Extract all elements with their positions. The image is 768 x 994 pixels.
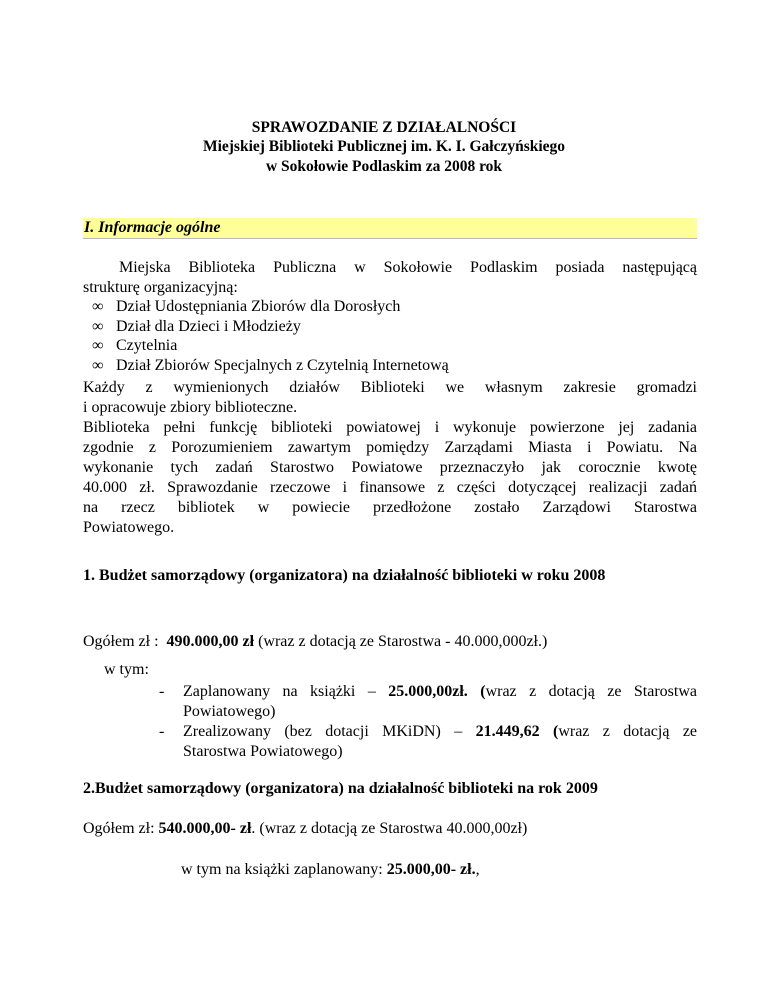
collections-paragraph-line2: i opracowuje zbiory biblioteczne. <box>83 399 298 416</box>
budget-2009-heading: 2.Budżet samorządowy (organizatora) na działalność biblioteki na rok 2009 <box>83 780 598 797</box>
county-paragraph-line: wykonanie tych zadań Starostwo Powiatowe przeznaczyło jak corocznie kwotę <box>83 459 697 476</box>
budget-2009-total: Ogółem zł: 540.000,00- zł. (wraz z dotacją ze Starostwa 40.000,00zł) <box>83 820 528 837</box>
list-item: ∞ Dział Udostępniania Zbiorów dla Dorosłych <box>92 298 401 315</box>
infinity-bullet-icon: ∞ <box>92 337 104 354</box>
section-heading-general-info <box>83 218 697 239</box>
collections-paragraph-line1: Każdy z wymienionych działów Biblioteki we własnym zakresie gromadzi <box>83 379 697 396</box>
budget-2008-wtym: w tym: <box>104 661 149 678</box>
budget-2009-total-value: 540.000,00- zł <box>158 820 252 837</box>
report-subtitle-library: Miejskiej Biblioteki Publicznej im. K. I. Gałczyńskiego <box>202 138 566 155</box>
report-subtitle-place-year: w Sokołowie Podlaskim za 2008 rok <box>265 158 503 175</box>
infinity-bullet-icon: ∞ <box>92 356 104 374</box>
budget-2008-item-realized: - Zrealizowany (bez dotacji MKiDN) – 21.449,62 (wraz z dotacją ze Starostwa Powiatowego) <box>159 723 698 760</box>
list-item: ∞ Dział dla Dzieci i Młodzieży <box>92 317 301 335</box>
budget-2008-total-value: 490.000,00 zł <box>166 633 255 650</box>
report-title: SPRAWOZDANIE Z DZIAŁALNOŚCI <box>251 119 517 136</box>
list-item: ∞ Dział Zbiorów Specjalnych z Czytelnią Internetową <box>92 356 449 374</box>
intro-paragraph-line2: strukturę organizacyjną: <box>83 279 238 296</box>
budget-2008-total: Ogółem zł : 490.000,00 zł (wraz z dotacją ze Starostwa - 40.000,000zł.) <box>83 633 548 650</box>
county-paragraph-line: zgodnie z Porozumieniem zawartym pomiędzy Zarządami Miasta i Powiatu. Na <box>83 439 697 456</box>
budget-2009-books-value: 25.000,00- zł. <box>386 861 476 878</box>
county-paragraph-line: 40.000 zł. Sprawozdanie rzeczowe i finansowe z części dotyczącej realizacji zadań <box>83 479 697 496</box>
section-heading-text: I. Informacje ogólne <box>84 219 221 236</box>
county-paragraph-line: na rzecz bibliotek w powiecie przedłożone zostało Zarządowi Starostwa <box>83 499 697 516</box>
infinity-bullet-icon: ∞ <box>92 317 104 335</box>
budget-2008-item-planned: - Zaplanowany na książki – 25.000,00zł. (wraz z dotacją ze Starostwa Powiatowego) <box>159 683 697 720</box>
county-paragraph-line: Powiatowego. <box>83 519 175 536</box>
budget-2008-heading: 1. Budżet samorządowy (organizatora) na działalność biblioteki w roku 2008 <box>83 567 606 584</box>
county-paragraph-line: Biblioteka pełni funkcję biblioteki powiatowej i wykonuje powierzone jej zadania <box>83 419 697 436</box>
intro-paragraph-line1: Miejska Biblioteka Publiczna w Sokołowie Podlaskim posiada następującą <box>119 259 697 276</box>
department-list <box>92 297 449 375</box>
list-item: ∞ Czytelnia <box>92 337 178 354</box>
infinity-bullet-icon: ∞ <box>92 298 104 315</box>
budget-2009-books: w tym na książki zaplanowany: 25.000,00- zł., <box>181 861 480 878</box>
